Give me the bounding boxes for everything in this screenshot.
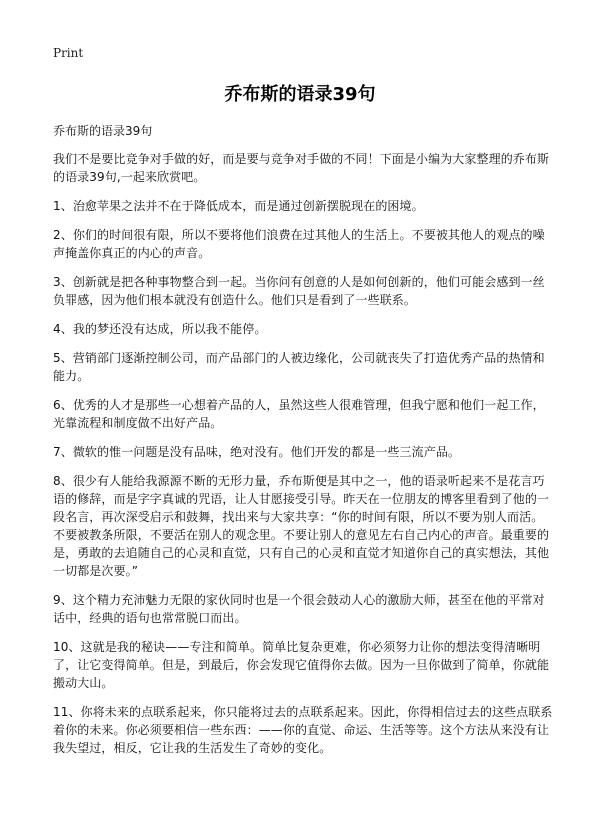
quote-paragraph: 9、这个精力充沛魅力无限的家伙同时也是一个很会鼓动人心的激励大师，甚至在他的平常对话中，经典的语句也常常脱口而出。 [53,593,545,625]
quote-paragraph: 5、营销部门逐渐控制公司，而产品部门的人被边缘化，公司就丧失了打造优秀产品的热情和能力。 [53,351,545,383]
quote-paragraph: 3、创新就是把各种事物整合到一起。当你问有创意的人是如何创新的，他们可能会感到一丝负罪感，因为他们根本就没有创造什么。他们只是看到了一些联系。 [53,275,545,307]
quote-paragraph: 2、你们的时间很有限，所以不要将他们浪费在过其他人的生活上。不要被其他人的观点的噪声掩盖你真正的内心的声音。 [53,228,545,260]
article-body [53,150,553,768]
quote-paragraph: 4、我的梦还没有达成，所以我不能停。 [53,322,267,336]
quote-paragraph: 11、你将未来的点联系起来，你只能将过去的点联系起来。因此，你得相信过去的这些点联系着你的未来。你必须要相信一些东西：——你的直觉、命运、生活等等。这个方法从来没有让我失望过，相反，它让我的生活发生了奇妙的变化。 [53,705,553,755]
page-title: 乔布斯的语录39句 [224,84,376,105]
quote-paragraph: 6、优秀的人才是那些一心想着产品的人，虽然这些人很难管理，但我宁愿和他们一起工作，光靠流程和制度做不出好产品。 [53,398,545,430]
quote-paragraph: 7、微软的惟一问题是没有品味，绝对没有。他们开发的都是一些三流产品。 [53,445,461,459]
quote-paragraph: 1、治愈苹果之法并不在于降低成本，而是通过创新摆脱现在的困境。 [53,199,424,213]
quote-paragraph: 10、这就是我的秘诀——专注和简单。简单比复杂更难，你必须努力让你的想法变得清晰明了，让它变得简单。但是，到最后，你会发现它值得你去做。因为一旦你做到了简单，你就能搬动大山。 [53,640,550,690]
intro-paragraph: 我们不是要比竞争对手做的好，而是要与竞争对手做的不同！下面是小编为大家整理的乔布斯的语录39句,一起来欣赏吧。 [53,152,550,184]
quote-paragraph: 8、很少有人能给我源源不断的无形力量，乔布斯便是其中之一，他的语录听起来不是花言巧语的修辞，而是字字真诚的咒语，让人甘愿接受引导。昨天在一位朋友的博客里看到了他的一段名言，再次深受启示和鼓舞，找出来与大家共享：“你的时间有限，所以不要为别人而活。不要被教条所限，不要活在别人的观念里。不要让别人的意见左右自己内心的声音。最重要的是，勇敢的去追随自己的心灵和直觉，只有自己的心灵和直觉才知道你自己的真实想法，其他一切都是次要。” [53,474,550,578]
print-link[interactable]: Print [53,46,84,60]
subtitle: 乔布斯的语录39句 [53,124,153,138]
